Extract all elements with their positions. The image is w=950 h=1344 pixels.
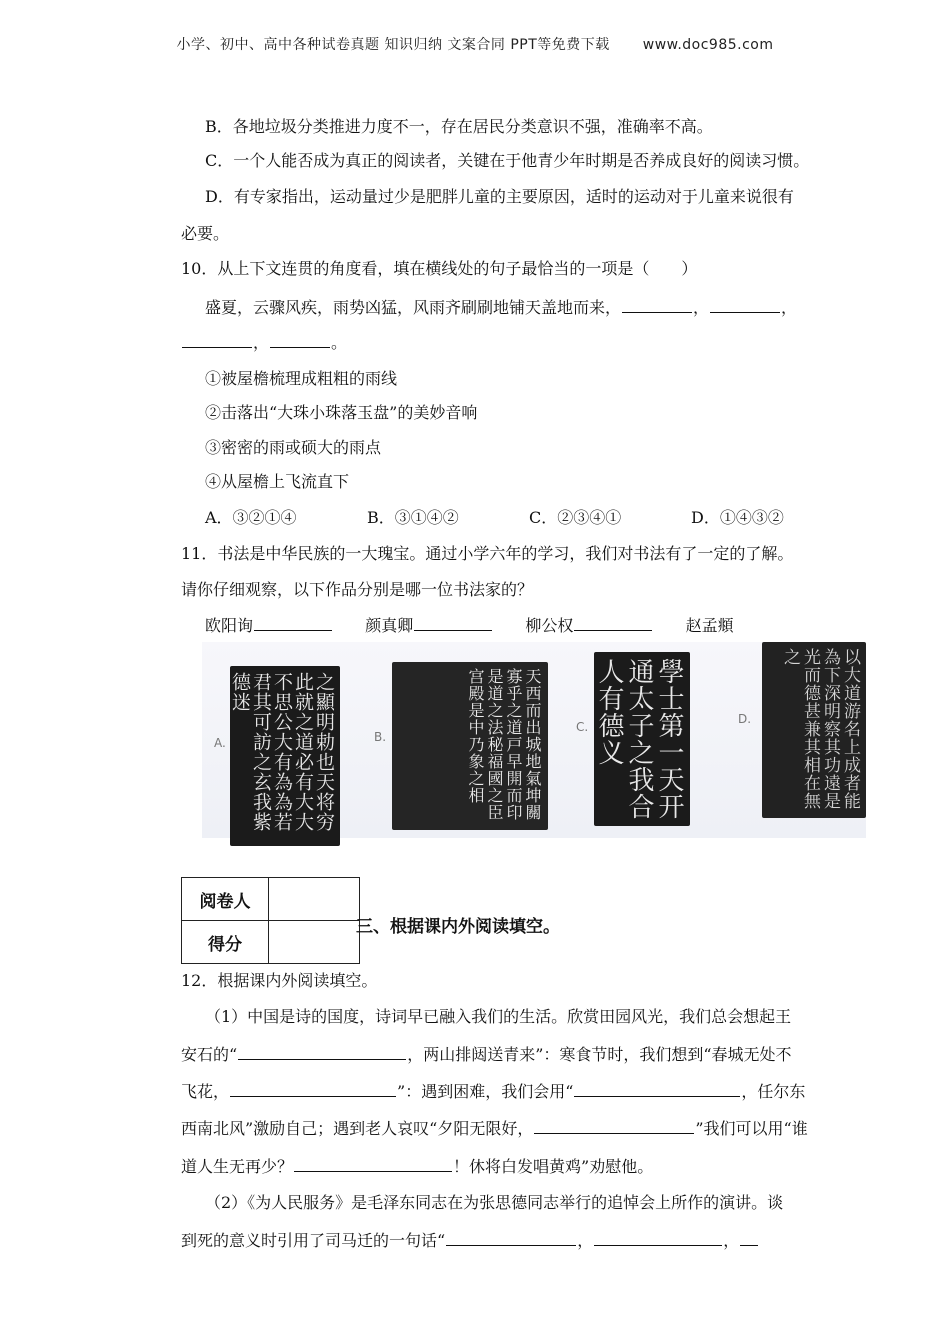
q12-text: ，任尔东 <box>741 1082 806 1101</box>
q10-item-2: ②击落出“大珠小珠落玉盘”的美妙音响 <box>205 403 478 422</box>
header-site: www.doc985.com <box>642 37 774 53</box>
q12-blank-7[interactable] <box>594 1231 722 1246</box>
q12-text: 西南北风”激励自己；遇到老人哀叹“夕阳无限好， <box>181 1119 534 1138</box>
q10-period: 。 <box>331 333 348 352</box>
q12-text: 到死的意义时引用了司马迁的一句话“ <box>181 1231 446 1250</box>
slab-label-c: C. <box>576 720 589 734</box>
section-title: 三、根据课内外阅读填空。 <box>356 917 560 937</box>
q12-blank-8[interactable] <box>740 1231 758 1246</box>
calligraphy-slab-c <box>594 652 690 826</box>
slab-label-d: D. <box>738 712 752 726</box>
q12-p1-line2 <box>181 1042 792 1065</box>
slab-label-b: B. <box>374 730 387 744</box>
q12-p1-line3 <box>181 1079 805 1102</box>
header-text: 小学、初中、高中各种试卷真题 知识归纳 文案合同 PPT等免费下载 <box>176 37 610 53</box>
q10-blank-2[interactable] <box>710 298 780 313</box>
q9-option-b: B．各地垃圾分类推进力度不一，存在居民分类意识不强，准确率不高。 <box>205 117 713 136</box>
slab-c-text: 學士第一天开通太子之我合人有德义 <box>594 658 684 820</box>
q10-item-4: ④从屋檐上飞流直下 <box>205 472 350 491</box>
slab-a-text: 之顯明勅也天将穷此就之道必有大大不思公大有為為若君其可訪之玄我紫德迷 <box>229 672 335 832</box>
q10-options <box>205 505 784 528</box>
q10-passage-cont <box>181 330 347 353</box>
q12-stem: 12．根据课内外阅读填空。 <box>181 971 378 990</box>
q12-p1-line1: （1）中国是诗的国度，诗词早已融入我们的生活。欣赏田园风光，我们总会想起王 <box>205 1007 792 1026</box>
q10-item-1: ①被屋檐梳理成粗粗的雨线 <box>205 369 398 388</box>
slab-label-a: A. <box>214 736 226 750</box>
q9-option-d-cont: 必要。 <box>181 224 230 243</box>
q12-blank-6[interactable] <box>446 1231 576 1246</box>
q12-p1-line5 <box>181 1154 653 1177</box>
q10-blank-1[interactable] <box>622 298 692 313</box>
q10-blank-4[interactable] <box>270 333 330 348</box>
q12-text: ，两山排闼送青来”：寒食节时，我们想到“春城无处不 <box>407 1045 792 1064</box>
q12-p2-line2 <box>181 1228 759 1251</box>
reviewer-cell[interactable] <box>269 878 360 921</box>
score-table <box>181 877 360 964</box>
q10-blank-3[interactable] <box>182 333 252 348</box>
q10-stem: 10．从上下文连贯的角度看，填在横线处的句子最恰当的一项是（ ） <box>181 259 698 278</box>
q10-comma: ， <box>253 333 270 352</box>
q10-comma: ， <box>781 298 798 317</box>
q12-text: ， <box>723 1231 740 1250</box>
score-label: 得分 <box>182 921 269 964</box>
name-zhaomengfu: 赵孟頫 <box>685 616 734 635</box>
q10-option-c[interactable]: C．②③④① <box>529 508 622 527</box>
score-cell[interactable] <box>269 921 360 964</box>
q10-comma: ， <box>693 298 710 317</box>
name-liugongquan: 柳公权 <box>525 616 574 635</box>
blank-liugongquan[interactable] <box>574 616 652 631</box>
calligraphy-image <box>202 642 866 838</box>
q12-blank-4[interactable] <box>534 1119 694 1134</box>
q9-option-d: D．有专家指出，运动量过少是肥胖儿童的主要原因，适时的运动对于儿童来说很有 <box>205 187 794 206</box>
q12-p2-line1: （2）《为人民服务》是毛泽东同志在为张思德同志举行的追悼会上所作的演讲。谈 <box>205 1193 784 1212</box>
slab-d-text: 以大道游名上成者能為下深明察其功遠是光而德甚兼其相在無之 <box>780 648 860 810</box>
calligraphy-slab-d <box>762 642 866 818</box>
q11-stem: 11．书法是中华民族的一大瑰宝。通过小学六年的学习，我们对书法有了一定的了解。 <box>181 544 794 563</box>
q12-blank-3[interactable] <box>574 1082 740 1097</box>
q12-p1-line4 <box>181 1116 808 1139</box>
q10-option-b[interactable]: B．③①④② <box>367 508 459 527</box>
reviewer-label: 阅卷人 <box>182 878 269 921</box>
q10-passage <box>205 295 797 318</box>
q12-blank-2[interactable] <box>230 1082 396 1097</box>
slab-b-text: 天西而出城地氣坤關寡乎之道戸早開而印是道之法秘福國之臣宫殿是中乃象之相 <box>466 668 542 821</box>
name-yanzhenqing: 颜真卿 <box>365 616 414 635</box>
q12-text: ， <box>577 1231 594 1250</box>
q10-option-a[interactable]: A．③②①④ <box>205 508 297 527</box>
q12-blank-1[interactable] <box>238 1045 406 1060</box>
q11-stem-cont: 请你仔细观察，以下作品分别是哪一位书法家的？ <box>181 580 534 599</box>
blank-ouyangxun[interactable] <box>254 616 332 631</box>
q12-text: ！休将白发唱黄鸡”劝慰他。 <box>453 1157 654 1176</box>
q10-item-3: ③密密的雨或硕大的雨点 <box>205 438 382 457</box>
calligraphy-slab-a <box>230 666 340 846</box>
calligraphy-slab-b <box>392 662 548 830</box>
name-ouyangxun: 欧阳询 <box>205 616 254 635</box>
q11-names <box>205 613 734 636</box>
q12-blank-5[interactable] <box>294 1157 452 1172</box>
blank-yanzhenqing[interactable] <box>414 616 492 631</box>
q10-option-d[interactable]: D．①④③② <box>691 508 784 527</box>
q12-text: ”我们可以用“谁 <box>695 1119 808 1138</box>
page-header <box>0 34 950 54</box>
q12-text: 飞花， <box>181 1082 230 1101</box>
q12-text: ”：遇到困难，我们会用“ <box>397 1082 574 1101</box>
q12-text: 道人生无再少？ <box>181 1157 294 1176</box>
q12-text: 安石的“ <box>181 1045 238 1064</box>
q10-passage-text: 盛夏，云骤风疾，雨势凶猛，风雨齐刷刷地铺天盖地而来， <box>205 298 622 317</box>
q9-option-c: C．一个人能否成为真正的阅读者，关键在于他青少年时期是否养成良好的阅读习惯。 <box>205 151 810 170</box>
